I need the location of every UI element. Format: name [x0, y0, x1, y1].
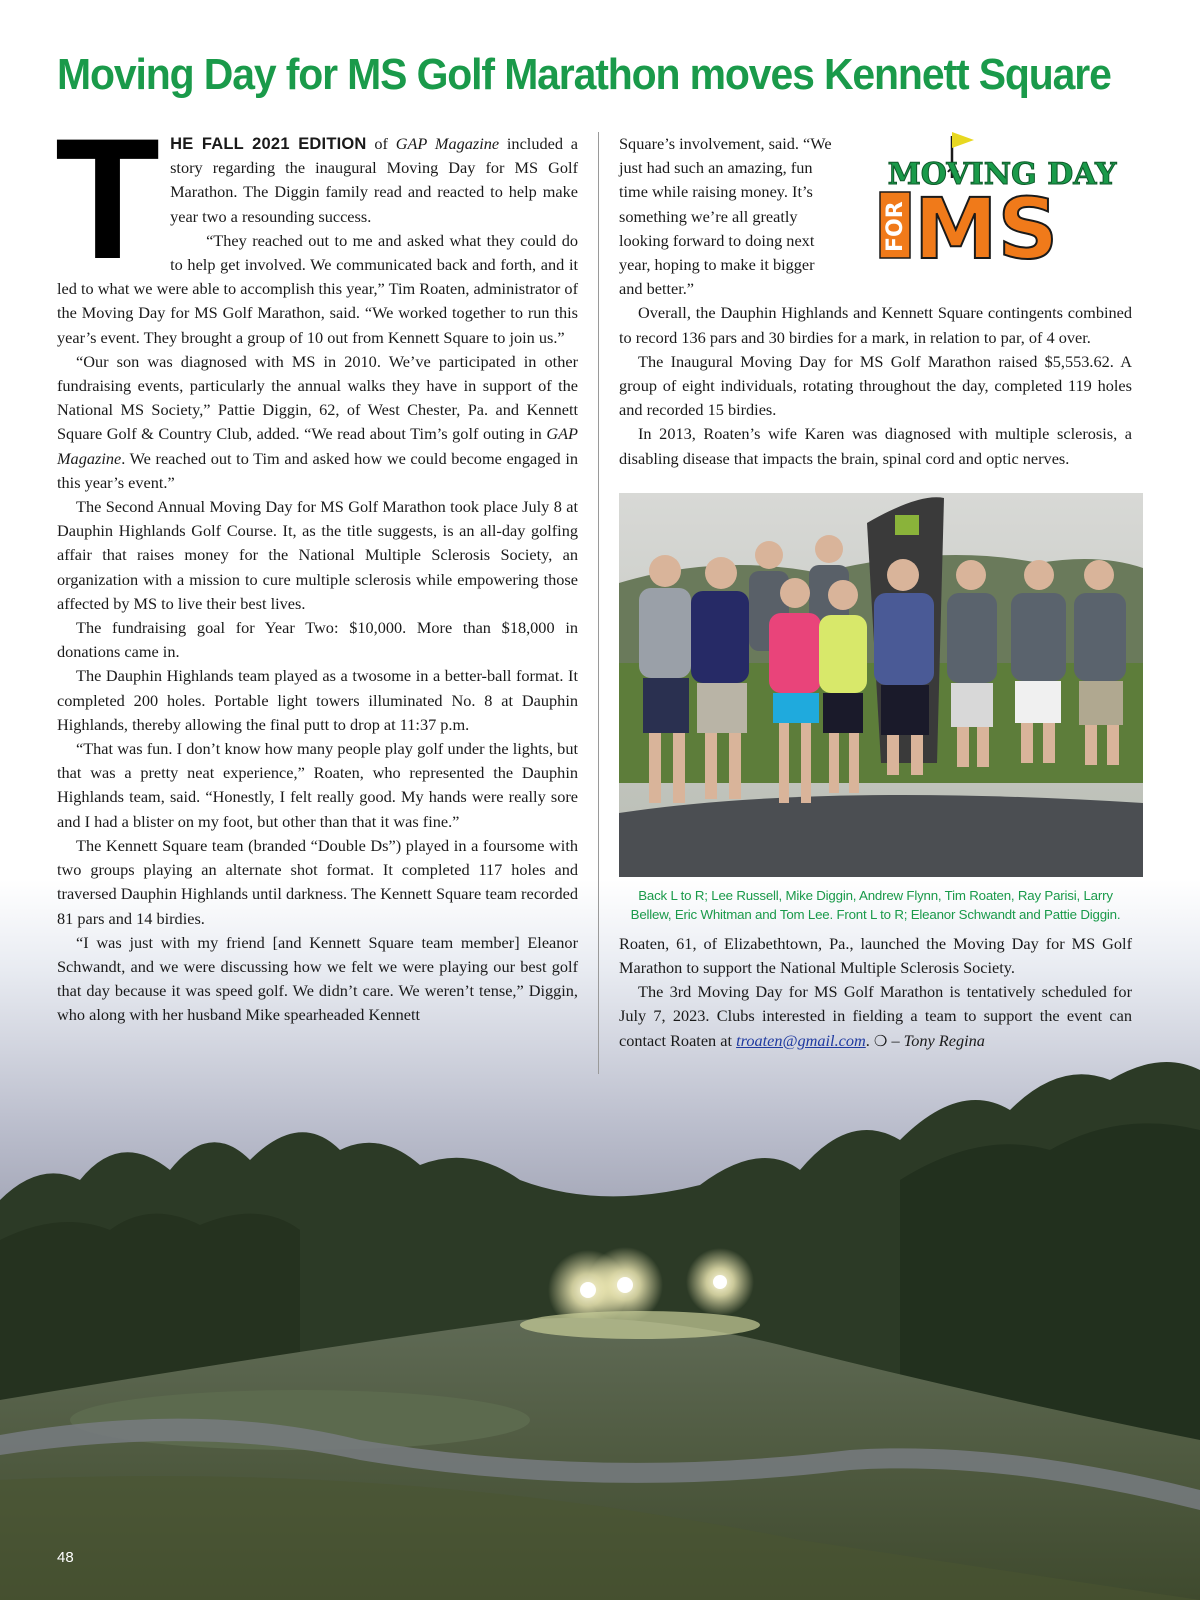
paragraph: “That was fun. I don’t know how many people play golf under the lights, but that was a pretty neat experience,” Roaten, who represented the Dauphin Highlands team, said. “Honestly, I felt really good. My hands were really sore and I had a blister on my foot, but other than that it was fine.” [57, 739, 578, 831]
team-group-photo [619, 493, 1143, 877]
logo-ms: MS [914, 180, 1059, 276]
article-title: Moving Day for MS Golf Marathon moves Kennett Square [57, 50, 1111, 99]
paragraph: In 2013, Roaten’s wife Karen was diagnosed with multiple sclerosis, a disabling disease that impacts the brain, spinal cord and optic nerves. [619, 424, 1132, 468]
end-mark-icon: ❍ [873, 1031, 888, 1050]
byline: – Tony Regina [891, 1030, 985, 1050]
closing-paragraph: The 3rd Moving Day for MS Golf Marathon is tentatively scheduled for July 7, 2023. Clubs interested in fielding a team to support the event can contact Roaten at troaten@gmail.com. ❍ – Tony Regina [619, 982, 1132, 1050]
paragraph: The Second Annual Moving Day for MS Golf Marathon took place July 8 at Dauphin Highlands Golf Course. It, as the title suggests, is an all-day golfing affair that raises money for the National Multiple Sclerosis Society, an organization with a mission to cure multiple sclerosis while empowering those affected by MS to live their best lives. [57, 497, 578, 613]
lead-paragraph: THE FALL 2021 EDITION of GAP Magazine included a story regarding the inaugural Moving Day for MS Golf Marathon. The Diggin family read and reacted to help make year two a resounding success. [55, 103, 578, 295]
paragraph: Roaten, 61, of Elizabethtown, Pa., launched the Moving Day for MS Golf Marathon to support the National Multiple Sclerosis Society. [619, 933, 1132, 978]
column-divider [598, 132, 599, 1074]
logo-for: FOR [883, 201, 908, 252]
right-column [619, 132, 1132, 1053]
paragraph: The Inaugural Moving Day for MS Golf Marathon raised $5,553.62. A group of eight individuals, rotating throughout the day, completed 119 holes and recorded 15 birdies. [619, 351, 1132, 420]
logo-line1: MOVING DAY [887, 157, 1117, 192]
drop-cap: T [55, 103, 161, 295]
paragraph: Overall, the Dauphin Highlands and Kennett Square contingents combined to record 136 pars and 30 birdies for a mark, in relation to par, of 4 over. [619, 303, 1132, 347]
moving-day-for-ms-logo [852, 126, 1142, 276]
left-column [55, 103, 578, 1028]
page-number: 48 [57, 1549, 74, 1566]
paragraph: “They reached out to me and asked what they could do to help get involved. We communicated back and forth, and it led to what we were able to accomplish this year,” Tim Roaten, administrator of the Moving Day for MS Golf Marathon, said. “We worked together to run this year’s event. They brought a group of 10 out from Kennett Square to join us.” [57, 230, 578, 347]
email-link[interactable]: troaten@gmail.com [736, 1030, 866, 1050]
lead-in-caps: HE FALL 2021 EDITION [170, 135, 367, 153]
paragraph: The Kennett Square team (branded “Double Ds”) played in a foursome with two groups playing an alternate shot format. It completed 117 holes and traversed Dauphin Highlands until darkness. The Kennett Square team recorded 81 pars and 14 birdies. [57, 835, 578, 928]
paragraph: “Our son was diagnosed with MS in 2010. We’ve participated in other fundraising events, particularly the annual walks they have in support of the National MS Society,” Pattie Diggin, 62, of West Chester, Pa. and Kennett Square Golf & Country Club, added. “We read about Tim’s golf outing in GAP Magazine. We reached out to Tim and asked how we could become engaged in this year’s event.” [57, 351, 578, 492]
photo-caption: Back L to R; Lee Russell, Mike Diggin, Andrew Flynn, Tim Roaten, Ray Parisi, Larry Bellew, Eric Whitman and Tom Lee. Front L to R; Eleanor Schwandt and Pattie Diggin. [630, 887, 1121, 922]
magazine-name: GAP Magazine [395, 134, 500, 153]
paragraph: Square’s involvement, said. “We just had such an amazing, fun time while raising money. It’s something we’re all greatly looking forward to doing next year, hoping to make it bigger and better.” [619, 134, 832, 299]
paragraph: The fundraising goal for Year Two: $10,000. More than $18,000 in donations came in. [57, 618, 578, 662]
paragraph: The Dauphin Highlands team played as a twosome in a better-ball format. It completed 200 holes. Portable light towers illuminated No. 8 at Dauphin Highlands, thereby allowing the final putt to drop at 11:37 p.m. [57, 666, 578, 734]
paragraph: “I was just with my friend [and Kennett Square team member] Eleanor Schwandt, and we were discussing how we felt we were playing our best golf that day because it was speed golf. We didn’t care. We weren’t tense,” Diggin, who along with her husband Mike spearheaded Kennett [57, 932, 578, 1025]
